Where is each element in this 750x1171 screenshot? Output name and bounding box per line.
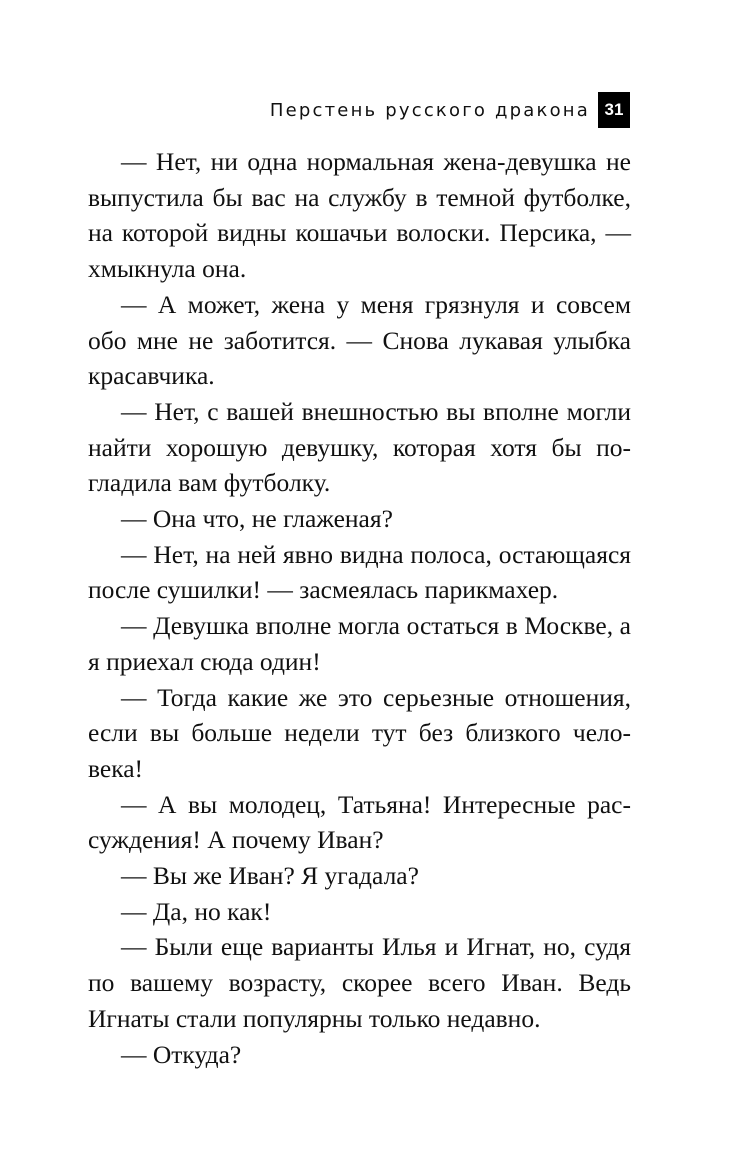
paragraph: — Нет, ни одна нормальная жена-девушка не выпустила бы вас на службу в темной футболке, на которой видны кошачьи волоски. Персика, — хмыкнула она. [88, 147, 631, 284]
paragraph: — Девушка вполне могла остаться в Москве, а я приехал сюда один! [88, 611, 631, 676]
page-number: 31 [598, 92, 630, 128]
running-title: Перстень русского дракона [269, 100, 590, 121]
paragraph: — Да, но как! [121, 896, 272, 926]
running-head [0, 92, 750, 128]
paragraph: — Нет, с вашей внешностью вы вполне могли найти хорошую девушку, которая хотя бы погладила вам футболку. [88, 396, 631, 498]
paragraph: — А может, жена у меня грязнуля и совсем обо мне не заботится. — Снова лукавая улыбка красавчика. [88, 289, 631, 391]
paragraph: — Были еще варианты Илья и Игнат, но, судя по вашему возрасту, скорее всего Иван. Ведь Игнаты стали популярны только недавно. [88, 932, 631, 1033]
paragraph: — Нет, на ней явно видна полоса, остающаяся после сушилки! — засмеялась парикмахер. [88, 539, 631, 605]
paragraph: — А вы молодец, Татьяна! Интересные рассуждения! А почему Иван? [88, 789, 631, 855]
paragraph: — Вы же Иван? Я угадала? [121, 861, 419, 891]
body-text [88, 144, 631, 1072]
paragraph: — Она что, не глаженая? [121, 504, 393, 534]
paragraph: — Тогда какие же это серьезные отношения, если вы больше недели тут без близкого человека! [88, 682, 631, 783]
paragraph: — Откуда? [121, 1039, 242, 1069]
